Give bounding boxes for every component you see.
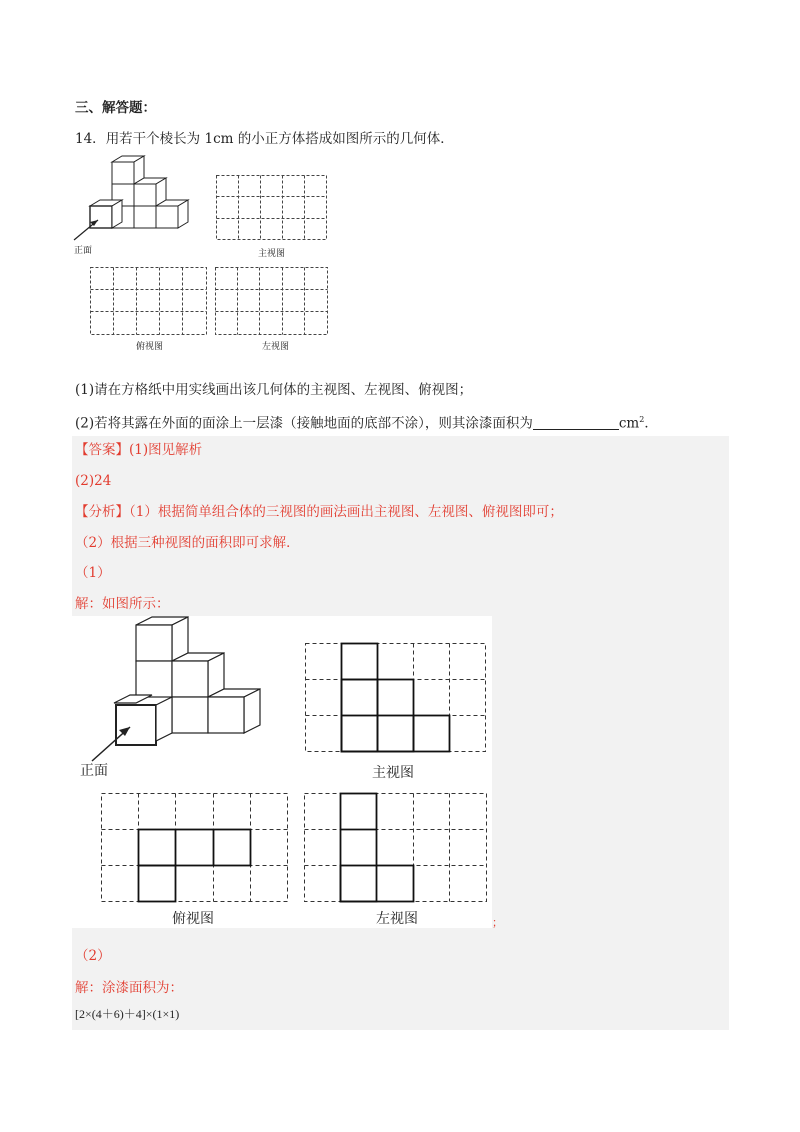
front-view-grid <box>216 175 328 241</box>
question-part2-text: (2)若将其露在外面的面涂上一层漆（接触地面的底部不涂），则其涂漆面积为 <box>75 415 533 432</box>
left-view-grid <box>215 267 329 337</box>
top-view-label: 俯视图 <box>136 342 164 352</box>
left-view-label: 左视图 <box>262 342 290 352</box>
front-view-label: 主视图 <box>258 249 286 259</box>
analysis-line1 <box>75 502 563 522</box>
answer-tag: 【答案】 <box>75 442 129 458</box>
front-label-large: 正面 <box>80 763 108 779</box>
section-title: 三、解答题： <box>75 100 156 116</box>
front-view-label-large: 主视图 <box>372 765 414 781</box>
part1-solution: 解：如图所示： <box>75 596 170 612</box>
unit-sup: 2 <box>639 415 645 424</box>
analysis-line2: （2）根据三种视图的面积即可求解． <box>75 535 300 551</box>
question-text <box>75 129 454 149</box>
question-body: 用若干个棱长为 1cm 的小正方体搭成如图所示的几何体． <box>105 131 454 147</box>
front-label: 正面 <box>74 246 93 256</box>
figure-end-mark: ； <box>492 916 503 929</box>
question-number: 14． <box>75 131 106 147</box>
analysis-tag: 【分析】 <box>75 504 129 520</box>
front-view-solution <box>305 643 487 753</box>
analysis-text1: （1）根据简单组合体的三视图的画法画出主视图、左视图、俯视图即可； <box>129 504 563 520</box>
answer-blank <box>533 415 619 430</box>
question-part2 <box>75 410 658 434</box>
part1-label: （1） <box>75 565 111 581</box>
cube-solid-figure <box>72 156 192 256</box>
question-part1: (1)请在方格纸中用实线画出该几何体的主视图、左视图、俯视图； <box>75 382 473 398</box>
unit: cm <box>618 415 640 432</box>
cube-solid-figure-large <box>100 617 270 767</box>
part2-solution: 解：涂漆面积为： <box>75 980 183 996</box>
question-part2-end: ． <box>644 415 658 432</box>
answer-text1: (1)图见解析 <box>129 442 203 458</box>
answer-line2: (2)24 <box>75 473 112 489</box>
left-view-label-large: 左视图 <box>376 911 418 927</box>
top-view-label-large: 俯视图 <box>172 911 214 927</box>
area-formula: [2×(4＋6)＋4]×(1×1) <box>75 1007 180 1021</box>
top-view-grid <box>90 267 208 337</box>
part2-label: （2） <box>75 948 111 964</box>
top-view-solution <box>101 793 289 903</box>
left-view-solution <box>304 793 488 903</box>
answer-line1 <box>75 440 202 460</box>
